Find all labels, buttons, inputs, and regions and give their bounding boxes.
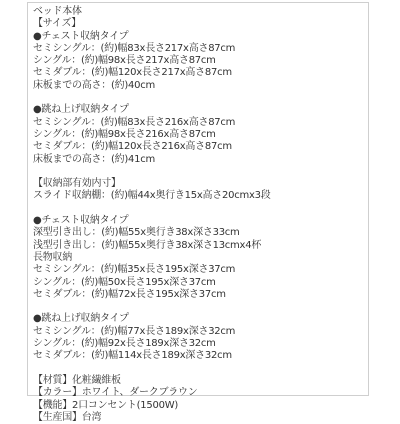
origin-line: 【生産国】台湾 bbox=[33, 411, 102, 423]
spec-line: 長物収納 bbox=[33, 251, 72, 263]
spec-line: セミダブル：(約)幅120x長さ217x高さ87cm bbox=[33, 67, 232, 79]
chest-type-heading: ●チェスト収納タイプ bbox=[33, 30, 129, 42]
storage-heading: 【収納部有効内寸】 bbox=[33, 178, 121, 190]
spec-line: 浅型引き出し：(約)幅55x奥行き38x深さ13cmx4杯 bbox=[33, 239, 262, 251]
spec-line: セミシングル：(約)幅35x長さ195x深さ37cm bbox=[33, 264, 236, 276]
spec-line: シングル：(約)幅50x長さ195x深さ37cm bbox=[33, 276, 216, 288]
spec-line: 床板までの高さ：(約)40cm bbox=[33, 79, 156, 91]
spec-line: 床板までの高さ：(約)41cm bbox=[33, 153, 156, 165]
spec-line: シングル：(約)幅92x長さ189x深さ32cm bbox=[33, 338, 216, 350]
spec-line: セミダブル：(約)幅114x長さ189x深さ32cm bbox=[33, 350, 232, 362]
chest-storage-heading: ●チェスト収納タイプ bbox=[33, 215, 129, 227]
spec-line: シングル：(約)幅98x長さ217x高さ87cm bbox=[33, 55, 216, 67]
spec-line: セミダブル：(約)幅120x長さ216x高さ87cm bbox=[33, 141, 232, 153]
spec-line: セミシングル：(約)幅83x長さ216x高さ87cm bbox=[33, 116, 236, 128]
size-heading: 【サイズ】 bbox=[33, 18, 81, 30]
function-line: 【機能】2口コンセント(1500W) bbox=[33, 399, 179, 411]
spec-line: シングル：(約)幅98x長さ216x高さ87cm bbox=[33, 128, 216, 140]
lift-storage-heading: ●跳ね上げ収納タイプ bbox=[33, 313, 129, 325]
spacer bbox=[33, 301, 368, 313]
spec-panel bbox=[27, 2, 369, 423]
section-title: ベッド本体 bbox=[33, 6, 82, 17]
spacer bbox=[33, 166, 368, 178]
lift-type-heading: ●跳ね上げ収納タイプ bbox=[33, 104, 129, 116]
spec-line: セミシングル：(約)幅77x長さ189x深さ32cm bbox=[33, 325, 236, 337]
material-line: 【材質】化粧繊維板 bbox=[33, 374, 121, 386]
spacer bbox=[33, 363, 368, 375]
spec-line: セミダブル：(約)幅72x長さ195x深さ37cm bbox=[33, 288, 226, 300]
spec-line: セミシングル：(約)幅83x長さ217x高さ87cm bbox=[33, 42, 236, 54]
spec-line: 深型引き出し：(約)幅55x奥行き38x深さ33cm bbox=[33, 227, 240, 239]
spec-line: スライド収納棚：(約)幅44x奥行き15x高さ20cmx3段 bbox=[33, 190, 271, 202]
color-line: 【カラー】ホワイト、ダークブラウン bbox=[33, 387, 198, 399]
spacer bbox=[33, 203, 368, 215]
spacer bbox=[33, 92, 368, 104]
